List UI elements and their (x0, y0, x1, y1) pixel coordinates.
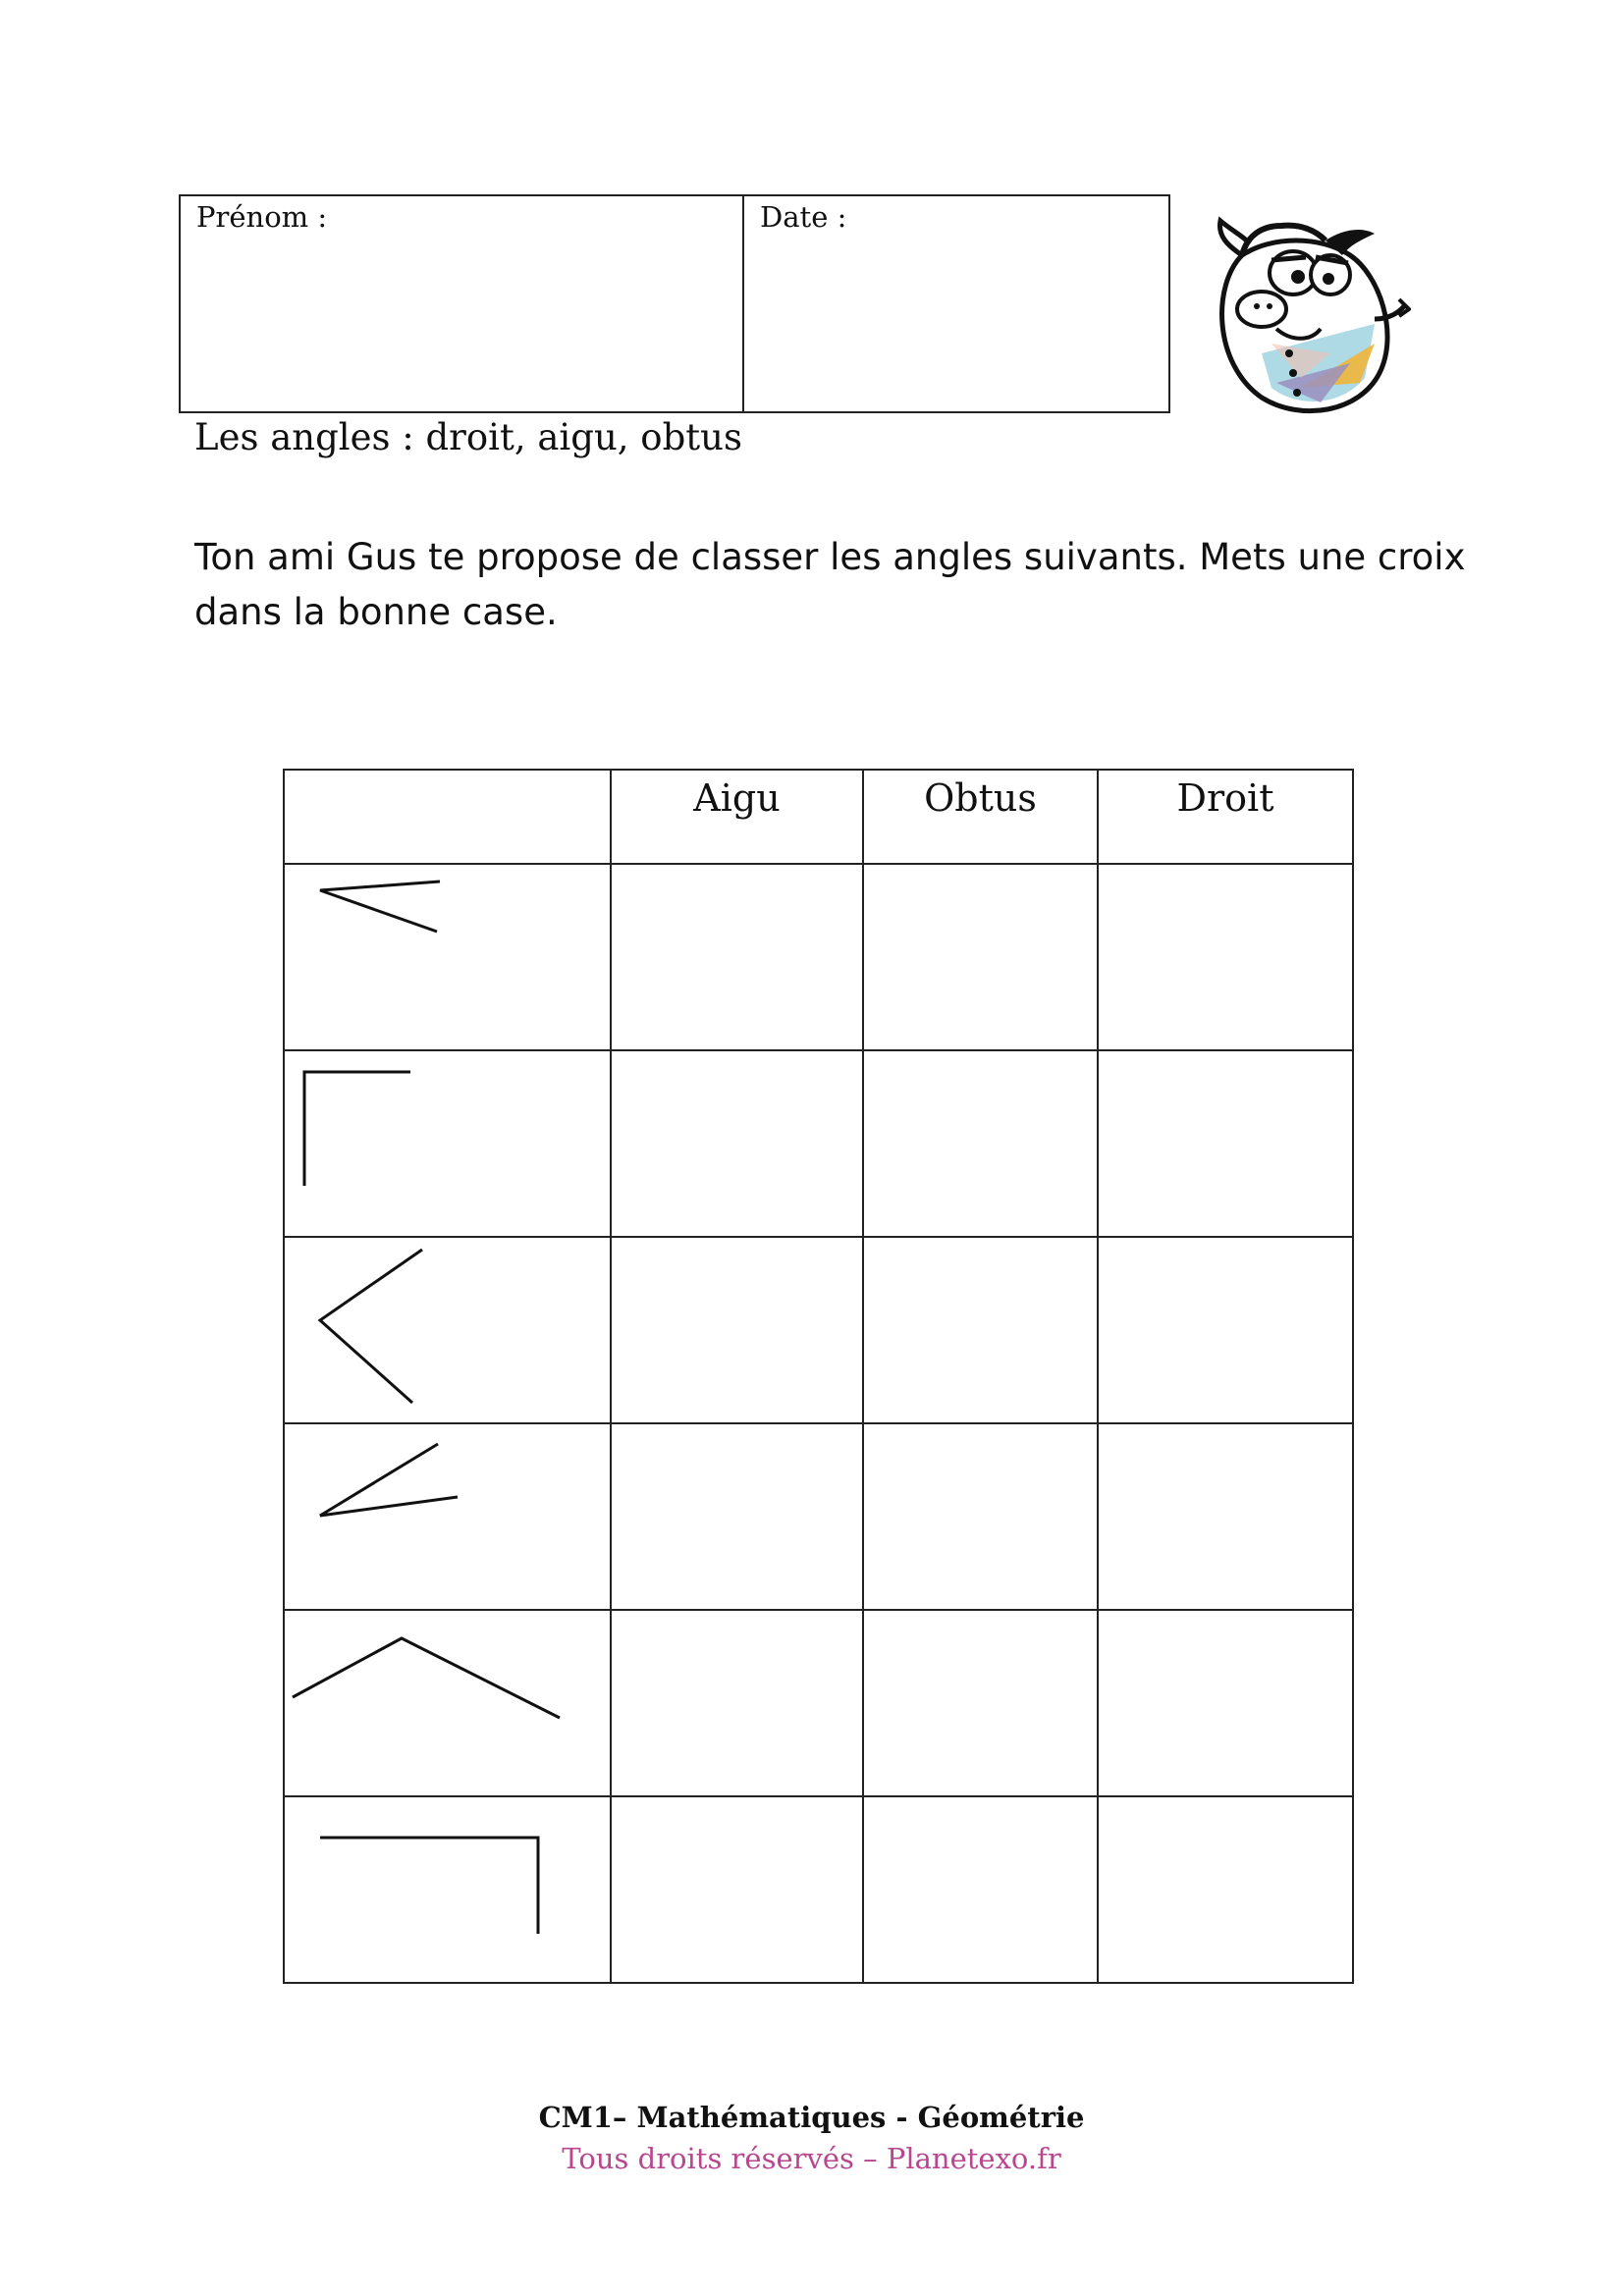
header-cell-aigu (611, 770, 863, 864)
acute-angle-icon (285, 1424, 612, 1609)
header-cell-empty (284, 770, 611, 864)
answer-cell-droit[interactable] (1098, 1610, 1353, 1796)
angle-figure-cell (284, 1610, 611, 1796)
table-row (284, 1610, 1353, 1796)
header-cell-obtus (863, 770, 1098, 864)
angle-figure-cell (284, 1237, 611, 1423)
footer-course-title: CM1– Mathématiques - Géométrie (538, 2101, 1085, 2134)
gus-mascot-icon (1203, 196, 1411, 417)
table-row (284, 1237, 1353, 1423)
answer-cell-aigu[interactable] (611, 1610, 863, 1796)
column-label-droit: Droit (1176, 776, 1274, 820)
header-cell-droit (1098, 770, 1353, 864)
angle-classification-table (283, 769, 1354, 1984)
date-field[interactable] (744, 196, 1168, 411)
student-info-box (179, 194, 1170, 413)
angle-figure-cell (284, 1796, 611, 1983)
date-label: Date : (760, 200, 847, 234)
column-label-obtus: Obtus (924, 776, 1037, 820)
answer-cell-droit[interactable] (1098, 1050, 1353, 1237)
worksheet-subtitle: Les angles : droit, aigu, obtus (194, 416, 742, 458)
right-angle-icon (285, 1797, 612, 1982)
table-row (284, 864, 1353, 1050)
instructions-text: Ton ami Gus te propose de classer les angles suivants. Mets une croix dans la bonne case. (194, 536, 1466, 633)
answer-cell-aigu[interactable] (611, 1050, 863, 1237)
answer-cell-droit[interactable] (1098, 864, 1353, 1050)
obtuse-angle-icon (285, 1238, 612, 1422)
answer-cell-droit[interactable] (1098, 1423, 1353, 1610)
table-row (284, 1050, 1353, 1237)
acute-angle-icon (285, 865, 612, 1049)
answer-cell-obtus[interactable] (863, 1237, 1098, 1423)
answer-cell-obtus[interactable] (863, 1610, 1098, 1796)
name-field[interactable] (181, 196, 744, 411)
table-row (284, 1423, 1353, 1610)
answer-cell-obtus[interactable] (863, 1796, 1098, 1983)
column-label-aigu: Aigu (693, 776, 781, 820)
answer-cell-aigu[interactable] (611, 1237, 863, 1423)
angle-figure-cell (284, 1423, 611, 1610)
obtuse-angle-icon (285, 1611, 612, 1795)
answer-cell-aigu[interactable] (611, 1423, 863, 1610)
footer-copyright-link[interactable]: Tous droits réservés – Planetexo.fr (562, 2142, 1061, 2175)
answer-cell-obtus[interactable] (863, 864, 1098, 1050)
right-angle-icon (285, 1051, 612, 1236)
angle-figure-cell (284, 864, 611, 1050)
answer-cell-droit[interactable] (1098, 1237, 1353, 1423)
table-row (284, 1796, 1353, 1983)
answer-cell-droit[interactable] (1098, 1796, 1353, 1983)
answer-cell-aigu[interactable] (611, 864, 863, 1050)
answer-cell-aigu[interactable] (611, 1796, 863, 1983)
answer-cell-obtus[interactable] (863, 1423, 1098, 1610)
name-label: Prénom : (196, 200, 328, 234)
angle-figure-cell (284, 1050, 611, 1237)
table-header-row (284, 770, 1353, 864)
answer-cell-obtus[interactable] (863, 1050, 1098, 1237)
